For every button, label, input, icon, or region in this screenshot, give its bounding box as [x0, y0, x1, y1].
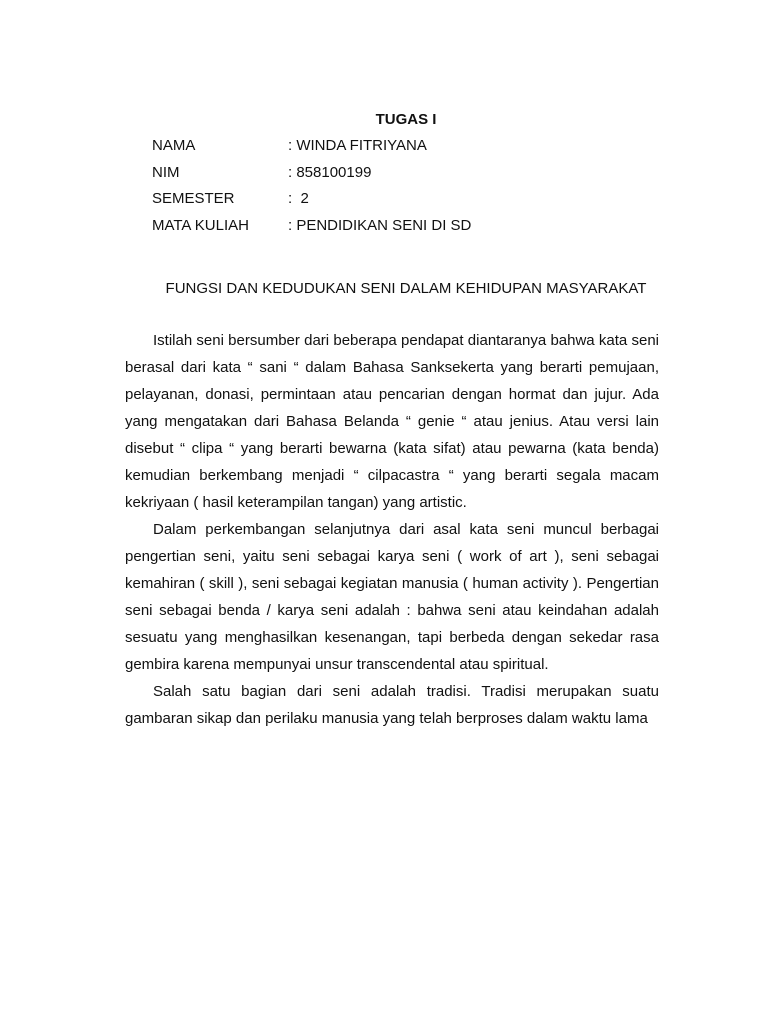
section-heading: FUNGSI DAN KEDUDUKAN SENI DALAM KEHIDUPAN MASYARAKAT — [165, 280, 647, 297]
info-value: : WINDA FITRIYANA — [288, 137, 427, 154]
info-row-semester — [152, 189, 672, 216]
student-info — [152, 136, 672, 243]
document-body — [125, 327, 659, 732]
info-value: : 858100199 — [288, 163, 372, 181]
info-label: NAMA — [152, 137, 196, 154]
info-row-nama — [152, 136, 672, 163]
paragraph: Salah satu bagian dari seni adalah tradisi. Tradisi merupakan suatu gambaran sikap dan perilaku manusia yang telah berproses dalam waktu lama — [125, 683, 659, 727]
paragraph: Istilah seni bersumber dari beberapa pendapat diantaranya bahwa kata seni berasal dari kata “ sani “ dalam Bahasa Sanksekerta yang berarti pemujaan, pelayanan, donasi, permintaan atau pencarian dengan hormat dan jujur. Ada yang mengatakan dari Bahasa Belanda “ genie “ atau jenius. Atau versi lain disebut “ clipa “ yang berarti bewarna (kata sifat) atau pewarna (kata benda) kemudian berkembang menjadi “ cilpacastra “ yang berarti segala macam kekriyaan ( hasil keterampilan tangan) yang artistic. — [125, 332, 659, 511]
info-value: : 2 — [288, 190, 309, 208]
info-label: SEMESTER — [152, 190, 235, 208]
paragraph: Dalam perkembangan selanjutnya dari asal kata seni muncul berbagai pengertian seni, yaitu seni sebagai karya seni ( work of art ), seni sebagai kemahiran ( skill ), seni sebagai kegiatan manusia ( human activity ). Pengertian seni sebagai benda / karya seni adalah : bahwa seni atau keindahan adalah sesuatu yang menghasilkan kesenangan, tapi berbeda dengan sekedar rasa gembira karena mempunyai unsur transcendental atau spiritual. — [125, 521, 659, 673]
info-row-mata-kuliah — [152, 216, 672, 243]
document-title: TUGAS I — [375, 111, 437, 128]
info-label: MATA KULIAH — [152, 217, 249, 235]
info-value: : PENDIDIKAN SENI DI SD — [288, 217, 472, 235]
info-row-nim — [152, 163, 672, 190]
info-label: NIM — [152, 163, 180, 181]
